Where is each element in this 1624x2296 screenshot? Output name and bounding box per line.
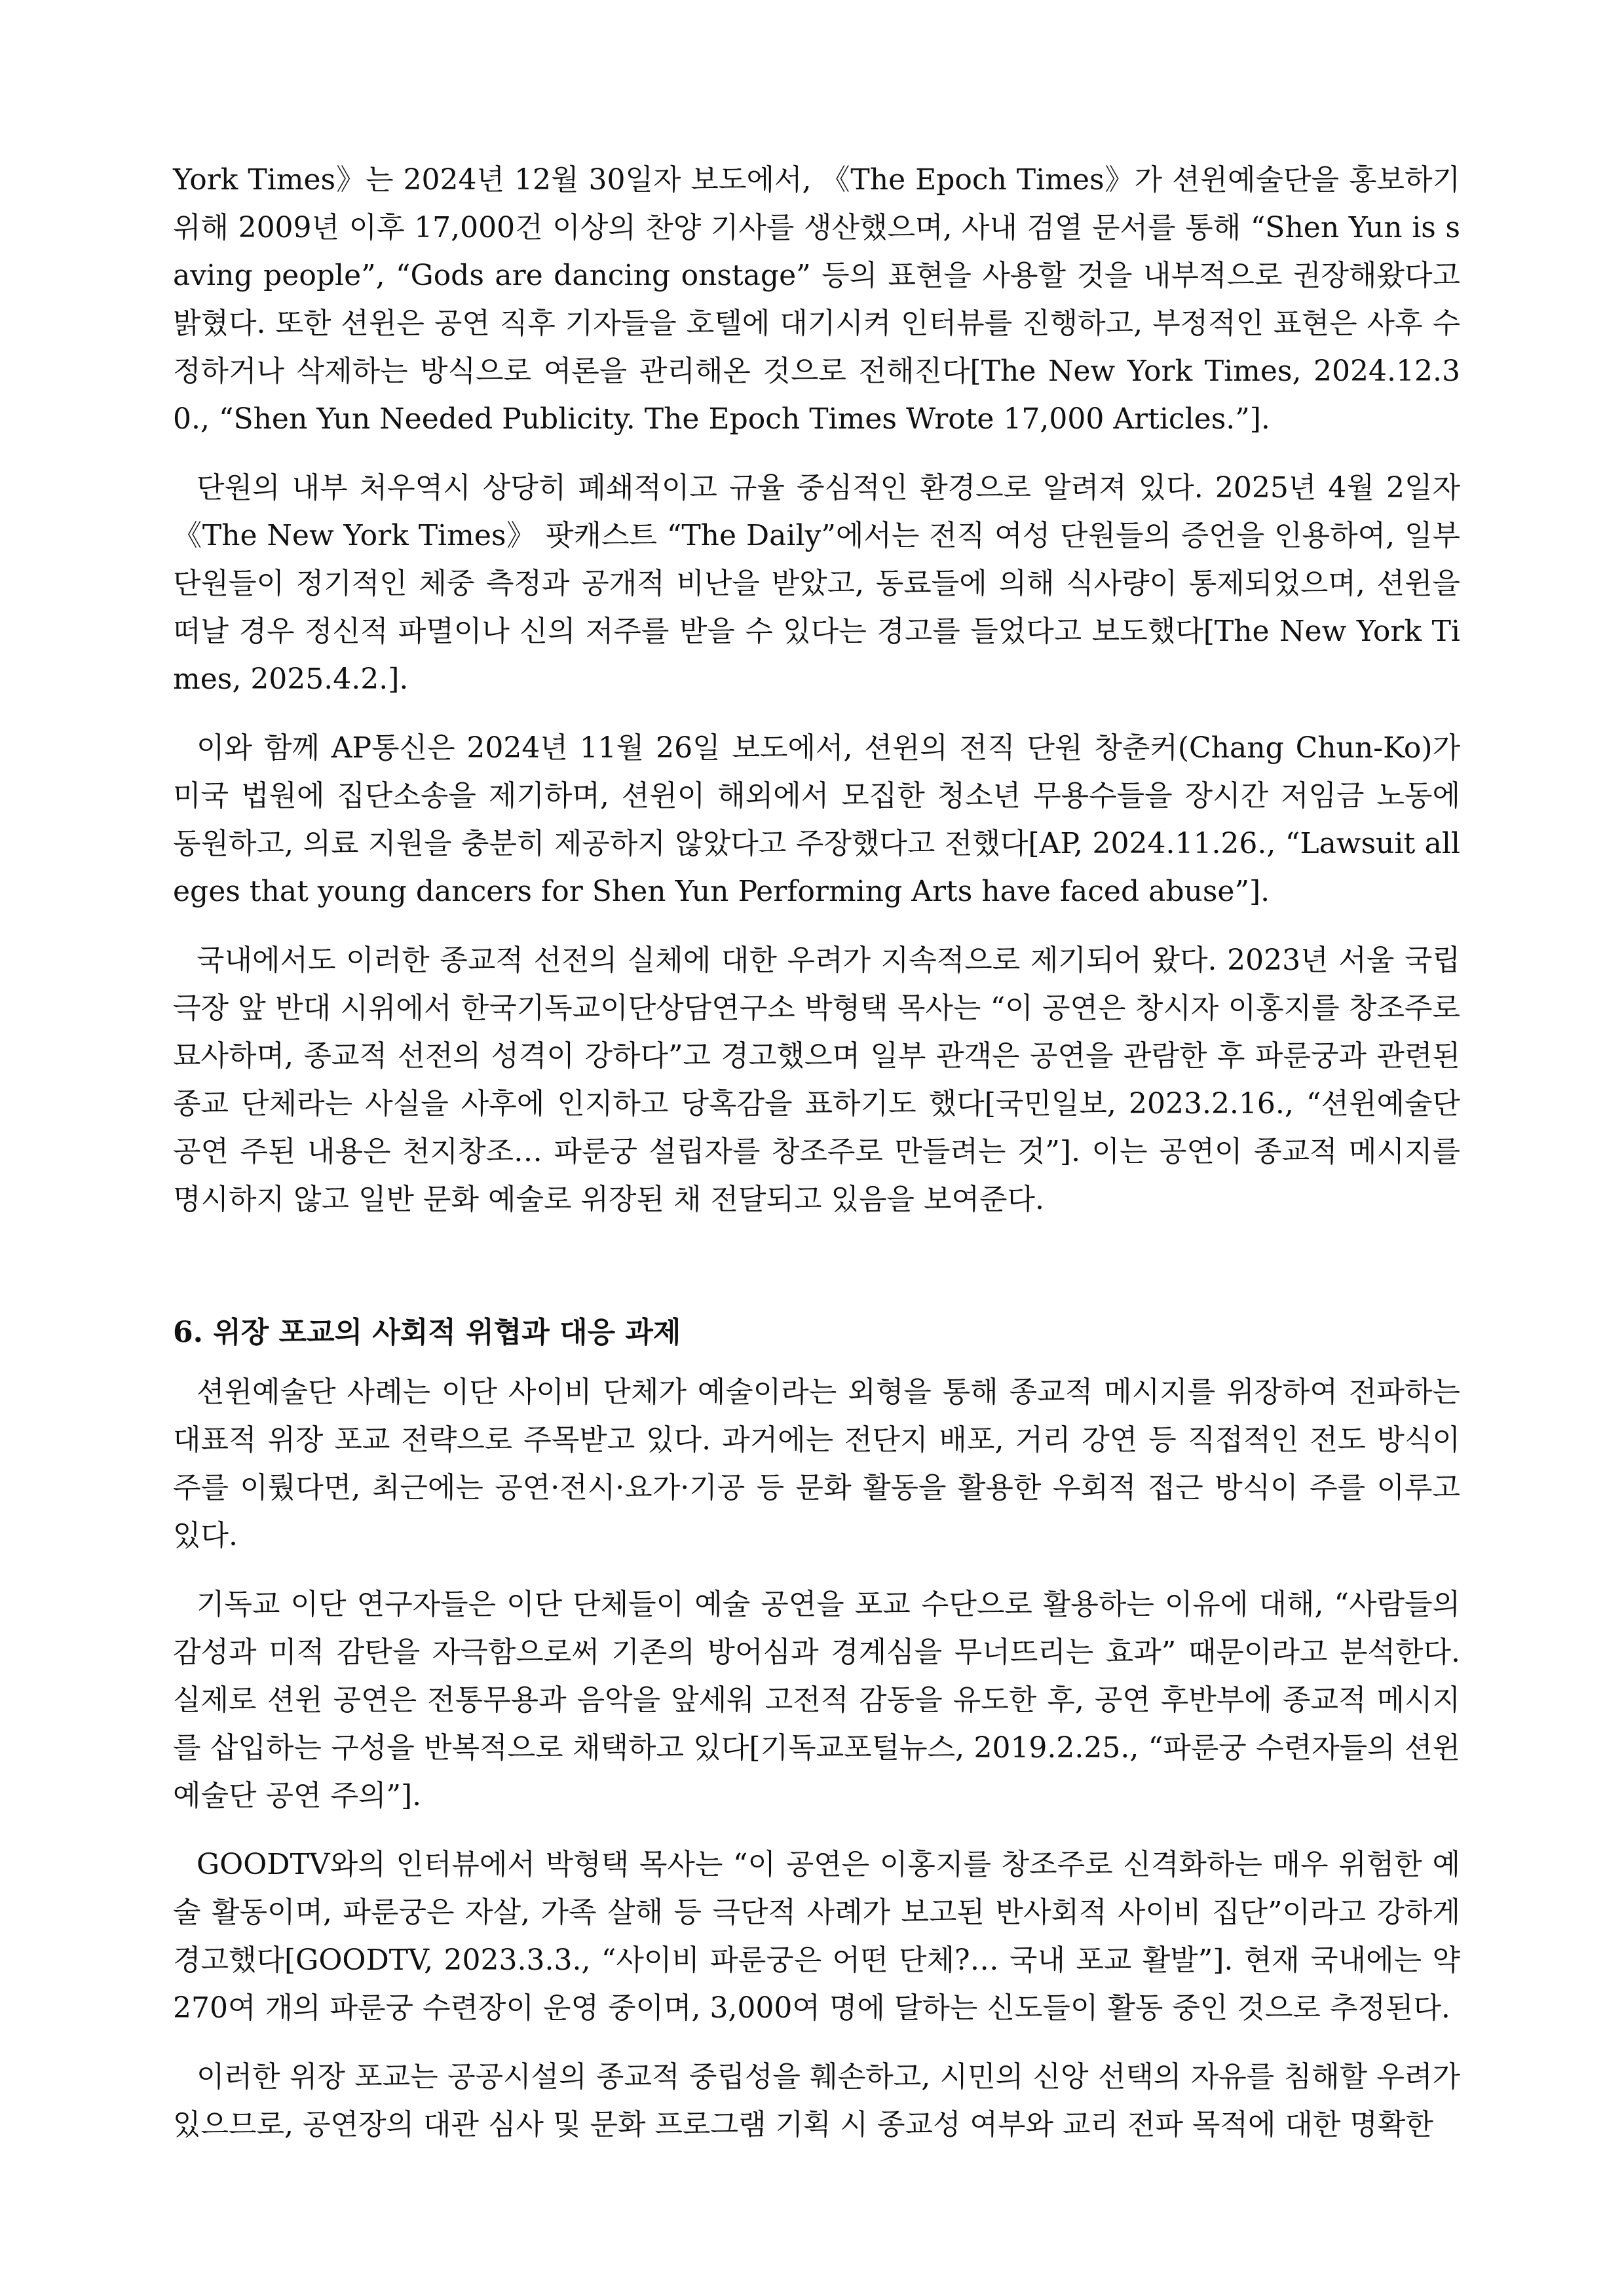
paragraph-goodtv-interview: GOODTV와의 인터뷰에서 박형택 목사는 “이 공연은 이홍지를 창조주로 신격화하는 매우 위험한 예술 활동이며, 파룬궁은 자살, 가족 살해 등 극단적 사례가 보고된 반사회적 사이비 집단”이라고 강하게 경고했다[GOODTV, 2023.3.3., “사이비 파룬궁은 어떤 단체?… 국내 포교 활발”]. 현재 국내에는 약 270여 개의 파룬궁 수련장이 운영 중이며, 3,000여 명에 달하는 신도들이 활동 중인 것으로 추정된다. [173, 1848, 1460, 2025]
paragraph-domestic-concerns: 국내에서도 이러한 종교적 선전의 실체에 대한 우려가 지속적으로 제기되어 왔다. 2023년 서울 국립극장 앞 반대 시위에서 한국기독교이단상담연구소 박형택 목사는 “이 공연은 창시자 이홍지를 창조주로 묘사하며, 종교적 선전의 성격이 강하다”고 경고했으며 일부 관객은 공연을 관람한 후 파룬궁과 관련된 종교 단체라는 사실을 사후에 인지하고 당혹감을 표하기도 했다[국민일보, 2023.2.16., “션윈예술단 공연 주된 내용은 천지창조… 파룬궁 설립자를 창조주로 만들려는 것”]. 이는 공연이 종교적 메시지를 명시하지 않고 일반 문화 예술로 위장된 채 전달되고 있음을 보여준다. [173, 944, 1460, 1216]
paragraph-internal-treatment: 단원의 내부 처우역시 상당히 폐쇄적이고 규율 중심적인 환경으로 알려져 있다. 2025년 4월 2일자 《The New York Times》 팟캐스트 “The Daily”에서는 전직 여성 단원들의 증언을 인용하여, 일부 단원들이 정기적인 체중 측정과 공개적 비난을 받았고, 동료들에 의해 식사량이 통제되었으며, 션윈을 떠날 경우 정신적 파멸이나 신의 저주를 받을 수 있다는 경고를 들었다고 보도했다[The New York Times, 2025.4.2.]. [173, 471, 1460, 696]
section-heading: 6. 위장 포교의 사회적 위협과 대응 과제 [173, 1316, 681, 1349]
paragraph-disguised-proselytizing: 션윈예술단 사례는 이단 사이비 단체가 예술이라는 외형을 통해 종교적 메시지를 위장하여 전파하는 대표적 위장 포교 전략으로 주목받고 있다. 과거에는 전단지 배포, 거리 강연 등 직접적인 전도 방식이 주를 이뤘다면, 최근에는 공연·전시·요가·기공 등 문화 활동을 활용한 우회적 접근 방식이 주를 이루고 있다. [173, 1375, 1460, 1552]
document-page [173, 156, 1460, 2170]
paragraph-researcher-analysis: 기독교 이단 연구자들은 이단 단체들이 예술 공연을 포교 수단으로 활용하는 이유에 대해, “사람들의 감성과 미적 감탄을 자극함으로써 기존의 방어심과 경계심을 무너뜨리는 효과” 때문이라고 분석한다. 실제로 션윈 공연은 전통무용과 음악을 앞세워 고전적 감동을 유도한 후, 공연 후반부에 종교적 메시지를 삽입하는 구성을 반복적으로 채택하고 있다[기독교포털뉴스, 2019.2.25., “파룬궁 수련자들의 션윈예술단 공연 주의”]. [173, 1588, 1461, 1812]
paragraph-nyt-epoch-times: York Times》는 2024년 12월 30일자 보도에서, 《The Epoch Times》가 션윈예술단을 홍보하기 위해 2009년 이후 17,000건 이상의 찬양 기사를 생산했으며, 사내 검열 문서를 통해 “Shen Yun is saving people”, “Gods are dancing onstage” 등의 표현을 사용할 것을 내부적으로 권장해왔다고 밝혔다. 또한 션윈은 공연 직후 기자들을 호텔에 대기시켜 인터뷰를 진행하고, 부정적인 표현은 사후 수정하거나 삭제하는 방식으로 여론을 관리해온 것으로 전해진다[The New York Times, 2024.12.30., “Shen Yun Needed Publicity. The Epoch Times Wrote 17,000 Articles.”]. [173, 163, 1460, 436]
paragraph-public-neutrality: 이러한 위장 포교는 공공시설의 종교적 중립성을 훼손하고, 시민의 신앙 선택의 자유를 침해할 우려가 있으므로, 공연장의 대관 심사 및 문화 프로그램 기획 시 종교성 여부와 교리 전파 목적에 대한 명확한 [173, 2060, 1460, 2141]
paragraph-ap-lawsuit: 이와 함께 AP통신은 2024년 11월 26일 보도에서, 션윈의 전직 단원 창춘커(Chang Chun-Ko)가 미국 법원에 집단소송을 제기하며, 션윈이 해외에서 모집한 청소년 무용수들을 장시간 저임금 노동에 동원하고, 의료 지원을 충분히 제공하지 않았다고 주장했다고 전했다[AP, 2024.11.26., “Lawsuit alleges that young dancers for Shen Yun Performing Arts have faced abuse”]. [173, 731, 1460, 908]
